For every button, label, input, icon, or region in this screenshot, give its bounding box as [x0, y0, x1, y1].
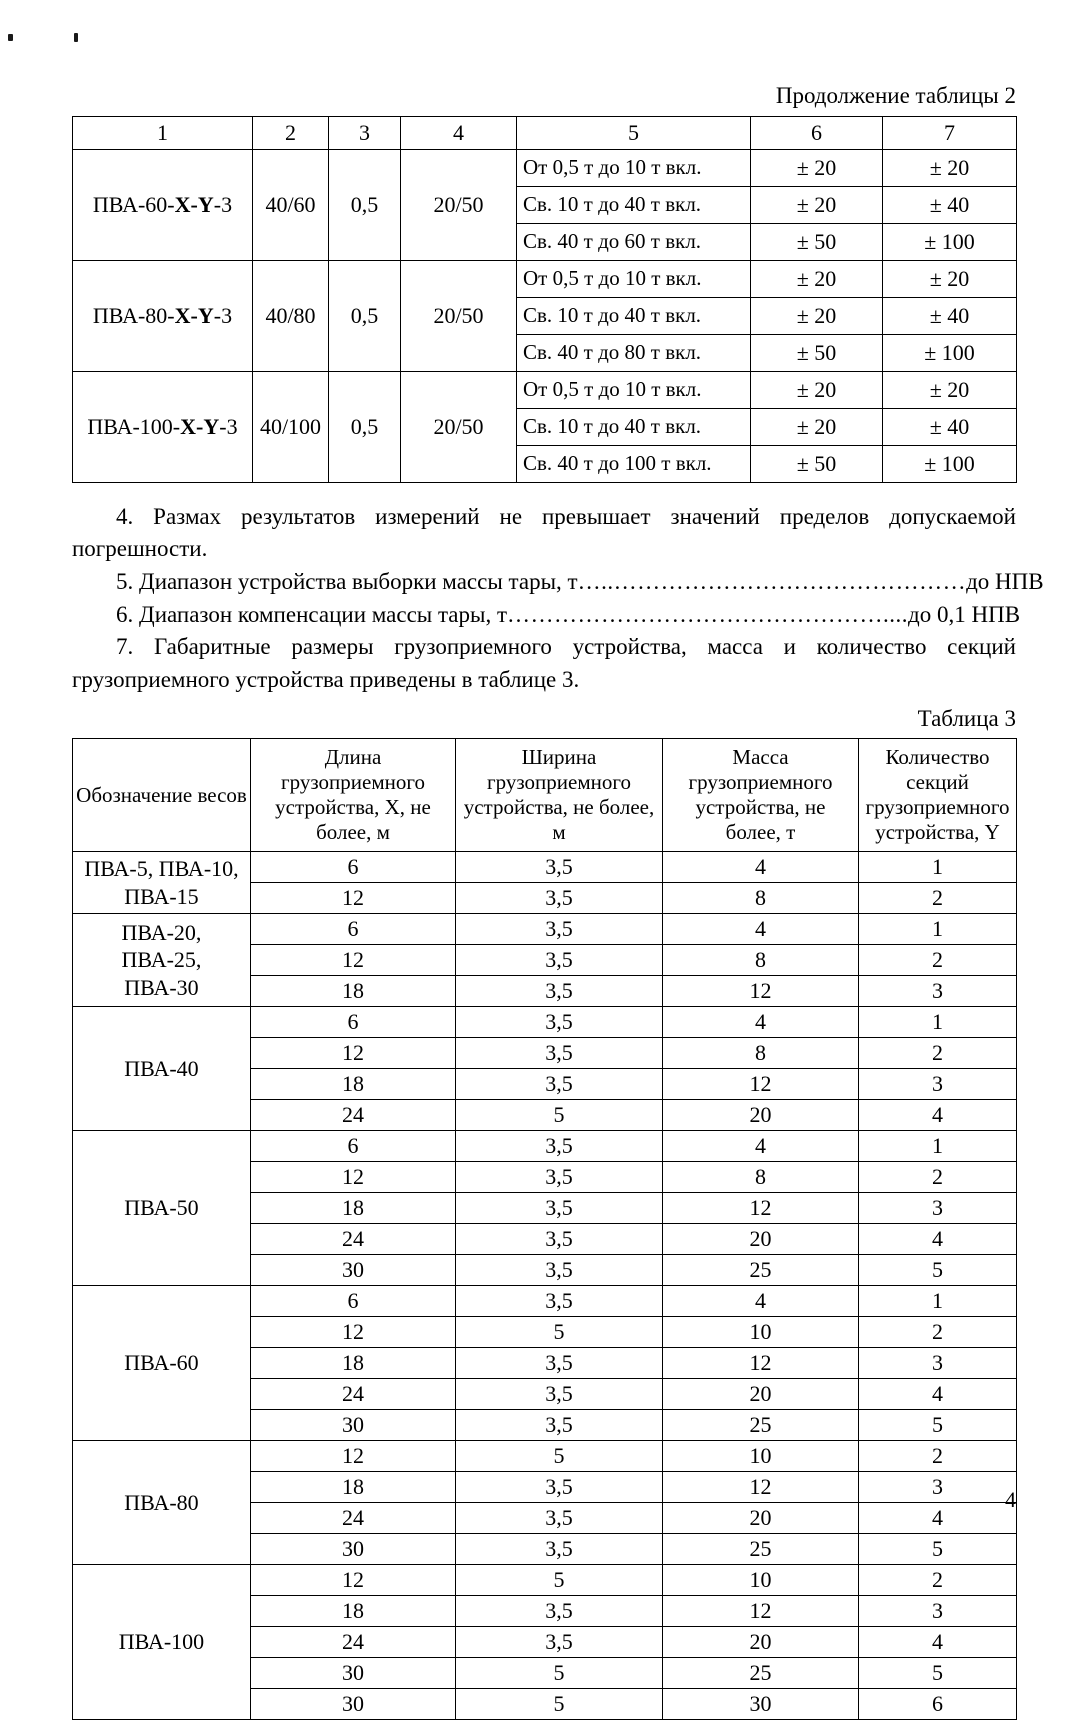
model-name-x: X [180, 413, 197, 439]
table3-model-name-line: ПВА-80 [124, 1489, 199, 1515]
table3-width-cell: 3,5 [456, 945, 663, 976]
table3-width-cell: 3,5 [456, 1069, 663, 1100]
table3-model-group [73, 852, 251, 914]
table3-width-cell: 3,5 [456, 1379, 663, 1410]
table3-sections-cell: 2 [859, 1162, 1017, 1193]
table3-sections-cell: 2 [859, 1038, 1017, 1069]
table3-sections-cell: 4 [859, 1379, 1017, 1410]
table3-mass-cell: 12 [663, 976, 859, 1007]
table3-width-cell: 3,5 [456, 883, 663, 914]
table2-row [73, 371, 1017, 408]
table3-length-cell: 12 [251, 1441, 456, 1472]
table3-width-cell: 3,5 [456, 1286, 663, 1317]
table3-model-name-line: ПВА-30 [124, 974, 199, 1000]
table2-row [73, 149, 1017, 186]
table3-width-cell: 3,5 [456, 1472, 663, 1503]
table3-row [73, 914, 1017, 945]
table2-measurement-range: Св. 10 т до 40 т вкл. [517, 186, 751, 223]
table3-model-group [73, 1007, 251, 1131]
paragraph-item-4: 4. Размах результатов измерений не превышает значений пределов допускаемой погрешности. [72, 503, 1016, 562]
scan-artifact-mark [8, 34, 13, 41]
page-number: 4 [1005, 1487, 1016, 1512]
table3-sections-cell: 5 [859, 1255, 1017, 1286]
model-name-y: Y [197, 302, 214, 328]
table3-model-group [73, 1286, 251, 1441]
table2-col6-tolerance: ± 20 [751, 371, 883, 408]
table2-column-number-row [73, 116, 1017, 149]
table3-length-cell: 18 [251, 1596, 456, 1627]
table3-model-group [73, 1565, 251, 1720]
table2-col7-tolerance: ± 40 [883, 408, 1017, 445]
table2-col7-tolerance: ± 40 [883, 297, 1017, 334]
table2-column-number: 3 [329, 116, 401, 149]
table3-width-cell: 3,5 [456, 1348, 663, 1379]
table3-length-cell: 6 [251, 1286, 456, 1317]
table3-mass-cell: 12 [663, 1193, 859, 1224]
table3-mass-cell: 25 [663, 1410, 859, 1441]
table2-measurement-range: Св. 10 т до 40 т вкл. [517, 297, 751, 334]
table3-header-row [73, 739, 1017, 852]
table2-measurement-range: Св. 40 т до 100 т вкл. [517, 445, 751, 482]
table2-column-number: 1 [73, 116, 253, 149]
table3-row [73, 1286, 1017, 1317]
table3-sections-cell: 6 [859, 1689, 1017, 1720]
table2-measurement-range: Св. 40 т до 80 т вкл. [517, 334, 751, 371]
model-name-suffix: -3 [219, 413, 238, 439]
table2-col6-tolerance: ± 20 [751, 260, 883, 297]
table2-measurement-range: От 0,5 т до 10 т вкл. [517, 371, 751, 408]
table3-sections-cell: 3 [859, 1348, 1017, 1379]
table3-length-cell: 12 [251, 1565, 456, 1596]
table3-length-cell: 30 [251, 1255, 456, 1286]
table3-length-cell: 30 [251, 1689, 456, 1720]
table3-length-cell: 18 [251, 1069, 456, 1100]
table3-length-cell: 24 [251, 1503, 456, 1534]
table2-col6-tolerance: ± 20 [751, 149, 883, 186]
table3-length-cell: 18 [251, 976, 456, 1007]
model-name-prefix: ПВА-80- [92, 302, 175, 328]
table3-mass-cell: 8 [663, 1162, 859, 1193]
table2-model-name [73, 371, 253, 482]
table3-mass-cell: 8 [663, 1038, 859, 1069]
item-6-label: 6. Диапазон компенсации массы тары, т [116, 601, 508, 627]
table2-col7-tolerance: ± 40 [883, 186, 1017, 223]
table3-mass-cell: 20 [663, 1627, 859, 1658]
table3-mass-cell: 25 [663, 1658, 859, 1689]
table3-length-cell: 6 [251, 1007, 456, 1038]
table3-length-cell: 24 [251, 1100, 456, 1131]
item-5-value: до НПВ [966, 568, 1044, 594]
table2-col6-tolerance: ± 20 [751, 186, 883, 223]
item-5-label: 5. Диапазон устройства выборки массы тары, т [116, 568, 578, 594]
table2-col3: 0,5 [329, 149, 401, 260]
table-3-dimensions [72, 738, 1017, 1720]
model-name-separator: - [196, 413, 204, 439]
table3-length-cell: 12 [251, 1317, 456, 1348]
table3-length-cell: 12 [251, 1162, 456, 1193]
table3-sections-cell: 1 [859, 1007, 1017, 1038]
table3-model-name-line: ПВА-20, [121, 919, 202, 945]
table2-measurement-range: От 0,5 т до 10 т вкл. [517, 260, 751, 297]
table2-model-name [73, 149, 253, 260]
table3-column-header: Масса грузоприемного устройства, не более, т [663, 739, 859, 852]
table3-mass-cell: 12 [663, 1348, 859, 1379]
table2-col6-tolerance: ± 20 [751, 408, 883, 445]
paragraph-item-5 [72, 566, 1044, 599]
table3-width-cell: 3,5 [456, 1627, 663, 1658]
table2-col3: 0,5 [329, 371, 401, 482]
table2-col7-tolerance: ± 100 [883, 334, 1017, 371]
table3-model-name-line: ПВА-60 [124, 1350, 199, 1376]
table3-sections-cell: 1 [859, 1286, 1017, 1317]
model-name-separator: - [190, 191, 198, 217]
table3-row [73, 1565, 1017, 1596]
table3-mass-cell: 8 [663, 945, 859, 976]
table3-model-group [73, 1441, 251, 1565]
table3-width-cell: 5 [456, 1658, 663, 1689]
table3-mass-cell: 25 [663, 1534, 859, 1565]
table2-col6-tolerance: ± 20 [751, 297, 883, 334]
table2-col6-tolerance: ± 50 [751, 334, 883, 371]
table3-width-cell: 5 [456, 1317, 663, 1348]
table3-sections-cell: 4 [859, 1100, 1017, 1131]
table-2-continuation [72, 116, 1017, 483]
table3-length-cell: 12 [251, 883, 456, 914]
table3-sections-cell: 3 [859, 1472, 1017, 1503]
table3-sections-cell: 2 [859, 1441, 1017, 1472]
table3-mass-cell: 8 [663, 883, 859, 914]
table3-width-cell: 3,5 [456, 1534, 663, 1565]
table3-length-cell: 18 [251, 1348, 456, 1379]
table3-length-cell: 24 [251, 1627, 456, 1658]
table3-sections-cell: 1 [859, 852, 1017, 883]
model-name-x: X [174, 302, 191, 328]
table3-row [73, 1441, 1017, 1472]
table3-width-cell: 3,5 [456, 976, 663, 1007]
paragraph-item-6 [72, 599, 1021, 632]
table3-sections-cell: 4 [859, 1224, 1017, 1255]
model-name-separator: - [190, 302, 198, 328]
table3-sections-cell: 1 [859, 1131, 1017, 1162]
table2-column-number: 6 [751, 116, 883, 149]
table3-sections-cell: 3 [859, 1069, 1017, 1100]
table3-length-cell: 6 [251, 914, 456, 945]
table3-length-cell: 12 [251, 1038, 456, 1069]
table3-mass-cell: 20 [663, 1379, 859, 1410]
table3-sections-cell: 2 [859, 1565, 1017, 1596]
table2-column-number: 2 [253, 116, 329, 149]
table3-mass-cell: 10 [663, 1317, 859, 1348]
table2-col4: 20/50 [401, 260, 517, 371]
table3-sections-cell: 5 [859, 1410, 1017, 1441]
table3-length-cell: 6 [251, 1131, 456, 1162]
model-name-prefix: ПВА-60- [92, 191, 175, 217]
table3-length-cell: 12 [251, 945, 456, 976]
item-6-value: до 0,1 НПВ [908, 601, 1021, 627]
model-name-y: Y [197, 191, 214, 217]
table3-model-name-line: ПВА-100 [118, 1629, 205, 1655]
page-content [72, 0, 1044, 1720]
table3-width-cell: 3,5 [456, 1007, 663, 1038]
table3-sections-cell: 3 [859, 976, 1017, 1007]
table3-column-header: Длина грузоприемного устройства, X, не более, м [251, 739, 456, 852]
table3-model-group [73, 914, 251, 1007]
table2-column-number: 4 [401, 116, 517, 149]
table2-row [73, 260, 1017, 297]
table2-col2: 40/100 [253, 371, 329, 482]
table2-col2: 40/60 [253, 149, 329, 260]
table2-col4: 20/50 [401, 149, 517, 260]
table2-caption: Продолжение таблицы 2 [775, 83, 1016, 108]
table3-row [73, 852, 1017, 883]
table3-caption: Таблица 3 [917, 705, 1016, 731]
table3-width-cell: 5 [456, 1689, 663, 1720]
table2-col6-tolerance: ± 50 [751, 223, 883, 260]
table3-sections-cell: 4 [859, 1627, 1017, 1658]
table2-col7-tolerance: ± 20 [883, 371, 1017, 408]
table3-mass-cell: 20 [663, 1503, 859, 1534]
table2-measurement-range: Св. 40 т до 60 т вкл. [517, 223, 751, 260]
table3-mass-cell: 4 [663, 914, 859, 945]
table3-width-cell: 3,5 [456, 1162, 663, 1193]
table3-sections-cell: 2 [859, 1317, 1017, 1348]
table3-width-cell: 5 [456, 1100, 663, 1131]
table2-col3: 0,5 [329, 260, 401, 371]
table3-length-cell: 18 [251, 1472, 456, 1503]
table3-length-cell: 24 [251, 1224, 456, 1255]
table3-sections-cell: 4 [859, 1503, 1017, 1534]
model-name-suffix: -3 [213, 302, 233, 328]
table3-mass-cell: 25 [663, 1255, 859, 1286]
table3-width-cell: 3,5 [456, 1193, 663, 1224]
table2-col2: 40/80 [253, 260, 329, 371]
table3-column-header: Ширина грузоприемного устройства, не более, м [456, 739, 663, 852]
table3-mass-cell: 4 [663, 852, 859, 883]
table3-mass-cell: 20 [663, 1224, 859, 1255]
table3-length-cell: 18 [251, 1193, 456, 1224]
table3-length-cell: 6 [251, 852, 456, 883]
table3-mass-cell: 12 [663, 1596, 859, 1627]
table2-col7-tolerance: ± 20 [883, 149, 1017, 186]
paragraph-item-7: 7. Габаритные размеры грузоприемного устройства, масса и количество секций грузоприемного устройства приведены в таблице 3. [72, 634, 1016, 692]
table2-col7-tolerance: ± 100 [883, 445, 1017, 482]
table3-length-cell: 24 [251, 1379, 456, 1410]
table3-mass-cell: 4 [663, 1131, 859, 1162]
table3-width-cell: 3,5 [456, 1131, 663, 1162]
table3-sections-cell: 3 [859, 1596, 1017, 1627]
table3-sections-cell: 2 [859, 883, 1017, 914]
table3-column-header: Обозначение весов [73, 739, 251, 852]
table3-sections-cell: 2 [859, 945, 1017, 976]
table3-mass-cell: 20 [663, 1100, 859, 1131]
table2-col7-tolerance: ± 100 [883, 223, 1017, 260]
table3-mass-cell: 12 [663, 1472, 859, 1503]
model-name-suffix: -3 [213, 191, 233, 217]
table3-sections-cell: 5 [859, 1658, 1017, 1689]
table3-width-cell: 5 [456, 1565, 663, 1596]
table3-width-cell: 3,5 [456, 914, 663, 945]
table2-measurement-range: Св. 10 т до 40 т вкл. [517, 408, 751, 445]
table2-model-name [73, 260, 253, 371]
table3-length-cell: 30 [251, 1658, 456, 1689]
table2-col4: 20/50 [401, 371, 517, 482]
table3-sections-cell: 3 [859, 1193, 1017, 1224]
table3-width-cell: 5 [456, 1441, 663, 1472]
table3-width-cell: 3,5 [456, 1224, 663, 1255]
table3-width-cell: 3,5 [456, 1410, 663, 1441]
model-name-prefix: ПВА-100- [87, 413, 181, 439]
table3-mass-cell: 10 [663, 1565, 859, 1596]
table3-model-group [73, 1131, 251, 1286]
table3-model-name-line: ПВА-50 [124, 1195, 199, 1221]
table2-col6-tolerance: ± 50 [751, 445, 883, 482]
item-5-leader-dots: …..……………………………………… [577, 568, 967, 594]
table3-model-name-line: ПВА-40 [124, 1055, 199, 1081]
table3-mass-cell: 10 [663, 1441, 859, 1472]
table3-width-cell: 3,5 [456, 1038, 663, 1069]
table3-length-cell: 30 [251, 1534, 456, 1565]
table3-row [73, 1131, 1017, 1162]
table3-width-cell: 3,5 [456, 1596, 663, 1627]
item-6-leader-dots: ………………………………………….... [507, 601, 909, 627]
table3-sections-cell: 1 [859, 914, 1017, 945]
table3-model-name-line: ПВА-5, ПВА-10, [84, 856, 239, 882]
table3-mass-cell: 4 [663, 1286, 859, 1317]
table3-row [73, 1007, 1017, 1038]
table3-mass-cell: 4 [663, 1007, 859, 1038]
table3-mass-cell: 30 [663, 1689, 859, 1720]
table3-sections-cell: 5 [859, 1534, 1017, 1565]
model-name-y: Y [203, 413, 220, 439]
table3-model-name-line: ПВА-15 [124, 883, 199, 909]
table3-width-cell: 3,5 [456, 1503, 663, 1534]
table2-col7-tolerance: ± 20 [883, 260, 1017, 297]
table2-measurement-range: От 0,5 т до 10 т вкл. [517, 149, 751, 186]
table3-length-cell: 30 [251, 1410, 456, 1441]
table2-column-number: 7 [883, 116, 1017, 149]
table3-column-header: Количество секций грузоприемного устройства, Y [859, 739, 1017, 852]
table3-width-cell: 3,5 [456, 852, 663, 883]
table3-width-cell: 3,5 [456, 1255, 663, 1286]
table3-mass-cell: 12 [663, 1069, 859, 1100]
table3-model-name-line: ПВА-25, [121, 947, 202, 973]
model-name-x: X [174, 191, 191, 217]
table2-column-number: 5 [517, 116, 751, 149]
